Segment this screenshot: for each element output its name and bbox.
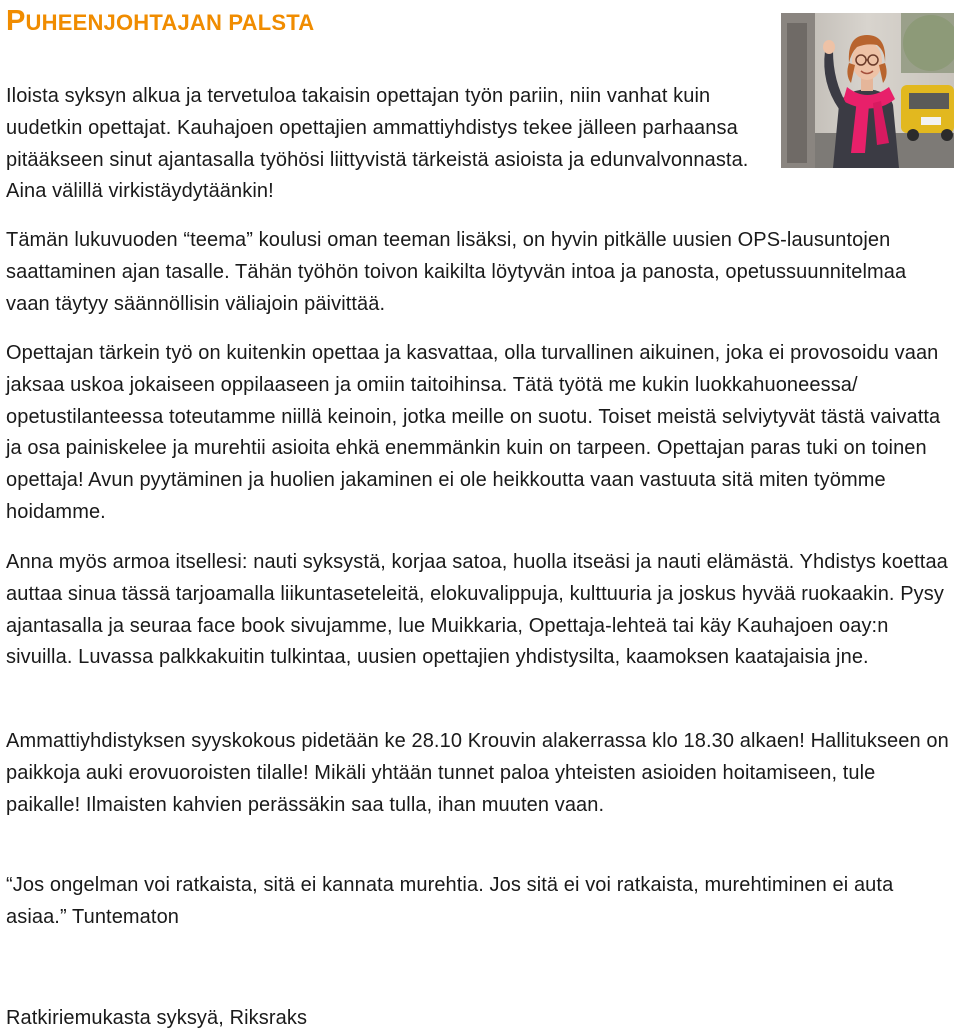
intro-paragraph: Iloista syksyn alkua ja tervetuloa takaisin opettajan työn pariin, niin vanhat kuin uudetkin opettajat. Kauhajoen opettajien ammattiyhdistys tekee jälleen parhaansa pitääkseen sinut ajantasalla työhösi liittyvistä tärkeistä asioista ja edunvalvonnasta. Aina välillä virkistäydytäänkin! xyxy=(6,85,749,203)
page-title-initial: P xyxy=(6,5,26,37)
ops-paragraph: Tämän lukuvuoden “teema” koulusi oman teeman lisäksi, on hyvin pitkälle uusien OPS-lausuntojen saattaminen ajan tasalle. Tähän työhön toivon kaikilta löytyvän intoa ja panosta, opetussuunnitelmaa vaan täytyy säännöllisin väliajoin päivittää. xyxy=(6,229,907,315)
quote-paragraph: “Jos ongelman voi ratkaista, sitä ei kannata murehtia. Jos sitä ei voi ratkaista, murehtiminen ei auta asiaa.” Tuntematon xyxy=(6,874,894,928)
self-care-paragraph: Anna myös armoa itsellesi: nauti syksystä, korjaa satoa, huolla itseäsi ja nauti elämästä. Yhdistys koettaa auttaa sinua tässä tarjoamalla liikuntaseteleitä, elokuvalippuja, kulttuuria ja joskus hyvää ruokaakin. Pysy ajantasalla ja seuraa face book sivujamme, lue Muikkaria, Opettaja-lehteä tai käy Kauhajoen oay:n sivuilla. Luvassa palkkakuitin tulkintaa, uusien opettajien yhdistysilta, kaamoksen kaatajaisia jne. xyxy=(6,551,948,669)
meeting-paragraph: Ammattiyhdistyksen syyskokous pidetään ke 28.10 Krouvin alakerrassa klo 18.30 alkaen! Hallitukseen on paikkoja auki erovuoroisten tilalle! Mikäli yhtään tunnet paloa yhteisten asioiden hoitamiseen, tule paikalle! Ilmaisten kahvien perässäkin saa tulla, ihan muuten vaan. xyxy=(6,730,949,816)
teacher-work-paragraph: Opettajan tärkein työ on kuitenkin opettaa ja kasvattaa, olla turvallinen aikuinen, joka ei provosoidu vaan jaksaa uskoa jokaiseen oppilaaseen ja omiin taitoihinsa. Tätä työtä me kukin luokkahuoneessa/ opetustilanteessa toteutamme niillä keinoin, jotka meille on suotu. Toiset meistä selviytyvät tästä vaivatta ja osa painiskelee ja murehtii asioita ehkä enemmänkin kuin on tarpeen. Opettajan paras tuki on toinen opettaja! Avun pyytäminen ja huolien jakaminen ei ole heikkoutta vaan vastuuta sitä miten työmme hoidamme. xyxy=(6,342,941,523)
page-title-rest: UHEENJOHTAJAN PALSTA xyxy=(25,10,315,35)
chairperson-photo xyxy=(781,13,954,168)
signature: Ratkiriemukasta syksyä, Riksraks xyxy=(6,1007,308,1029)
page-title xyxy=(6,4,314,40)
